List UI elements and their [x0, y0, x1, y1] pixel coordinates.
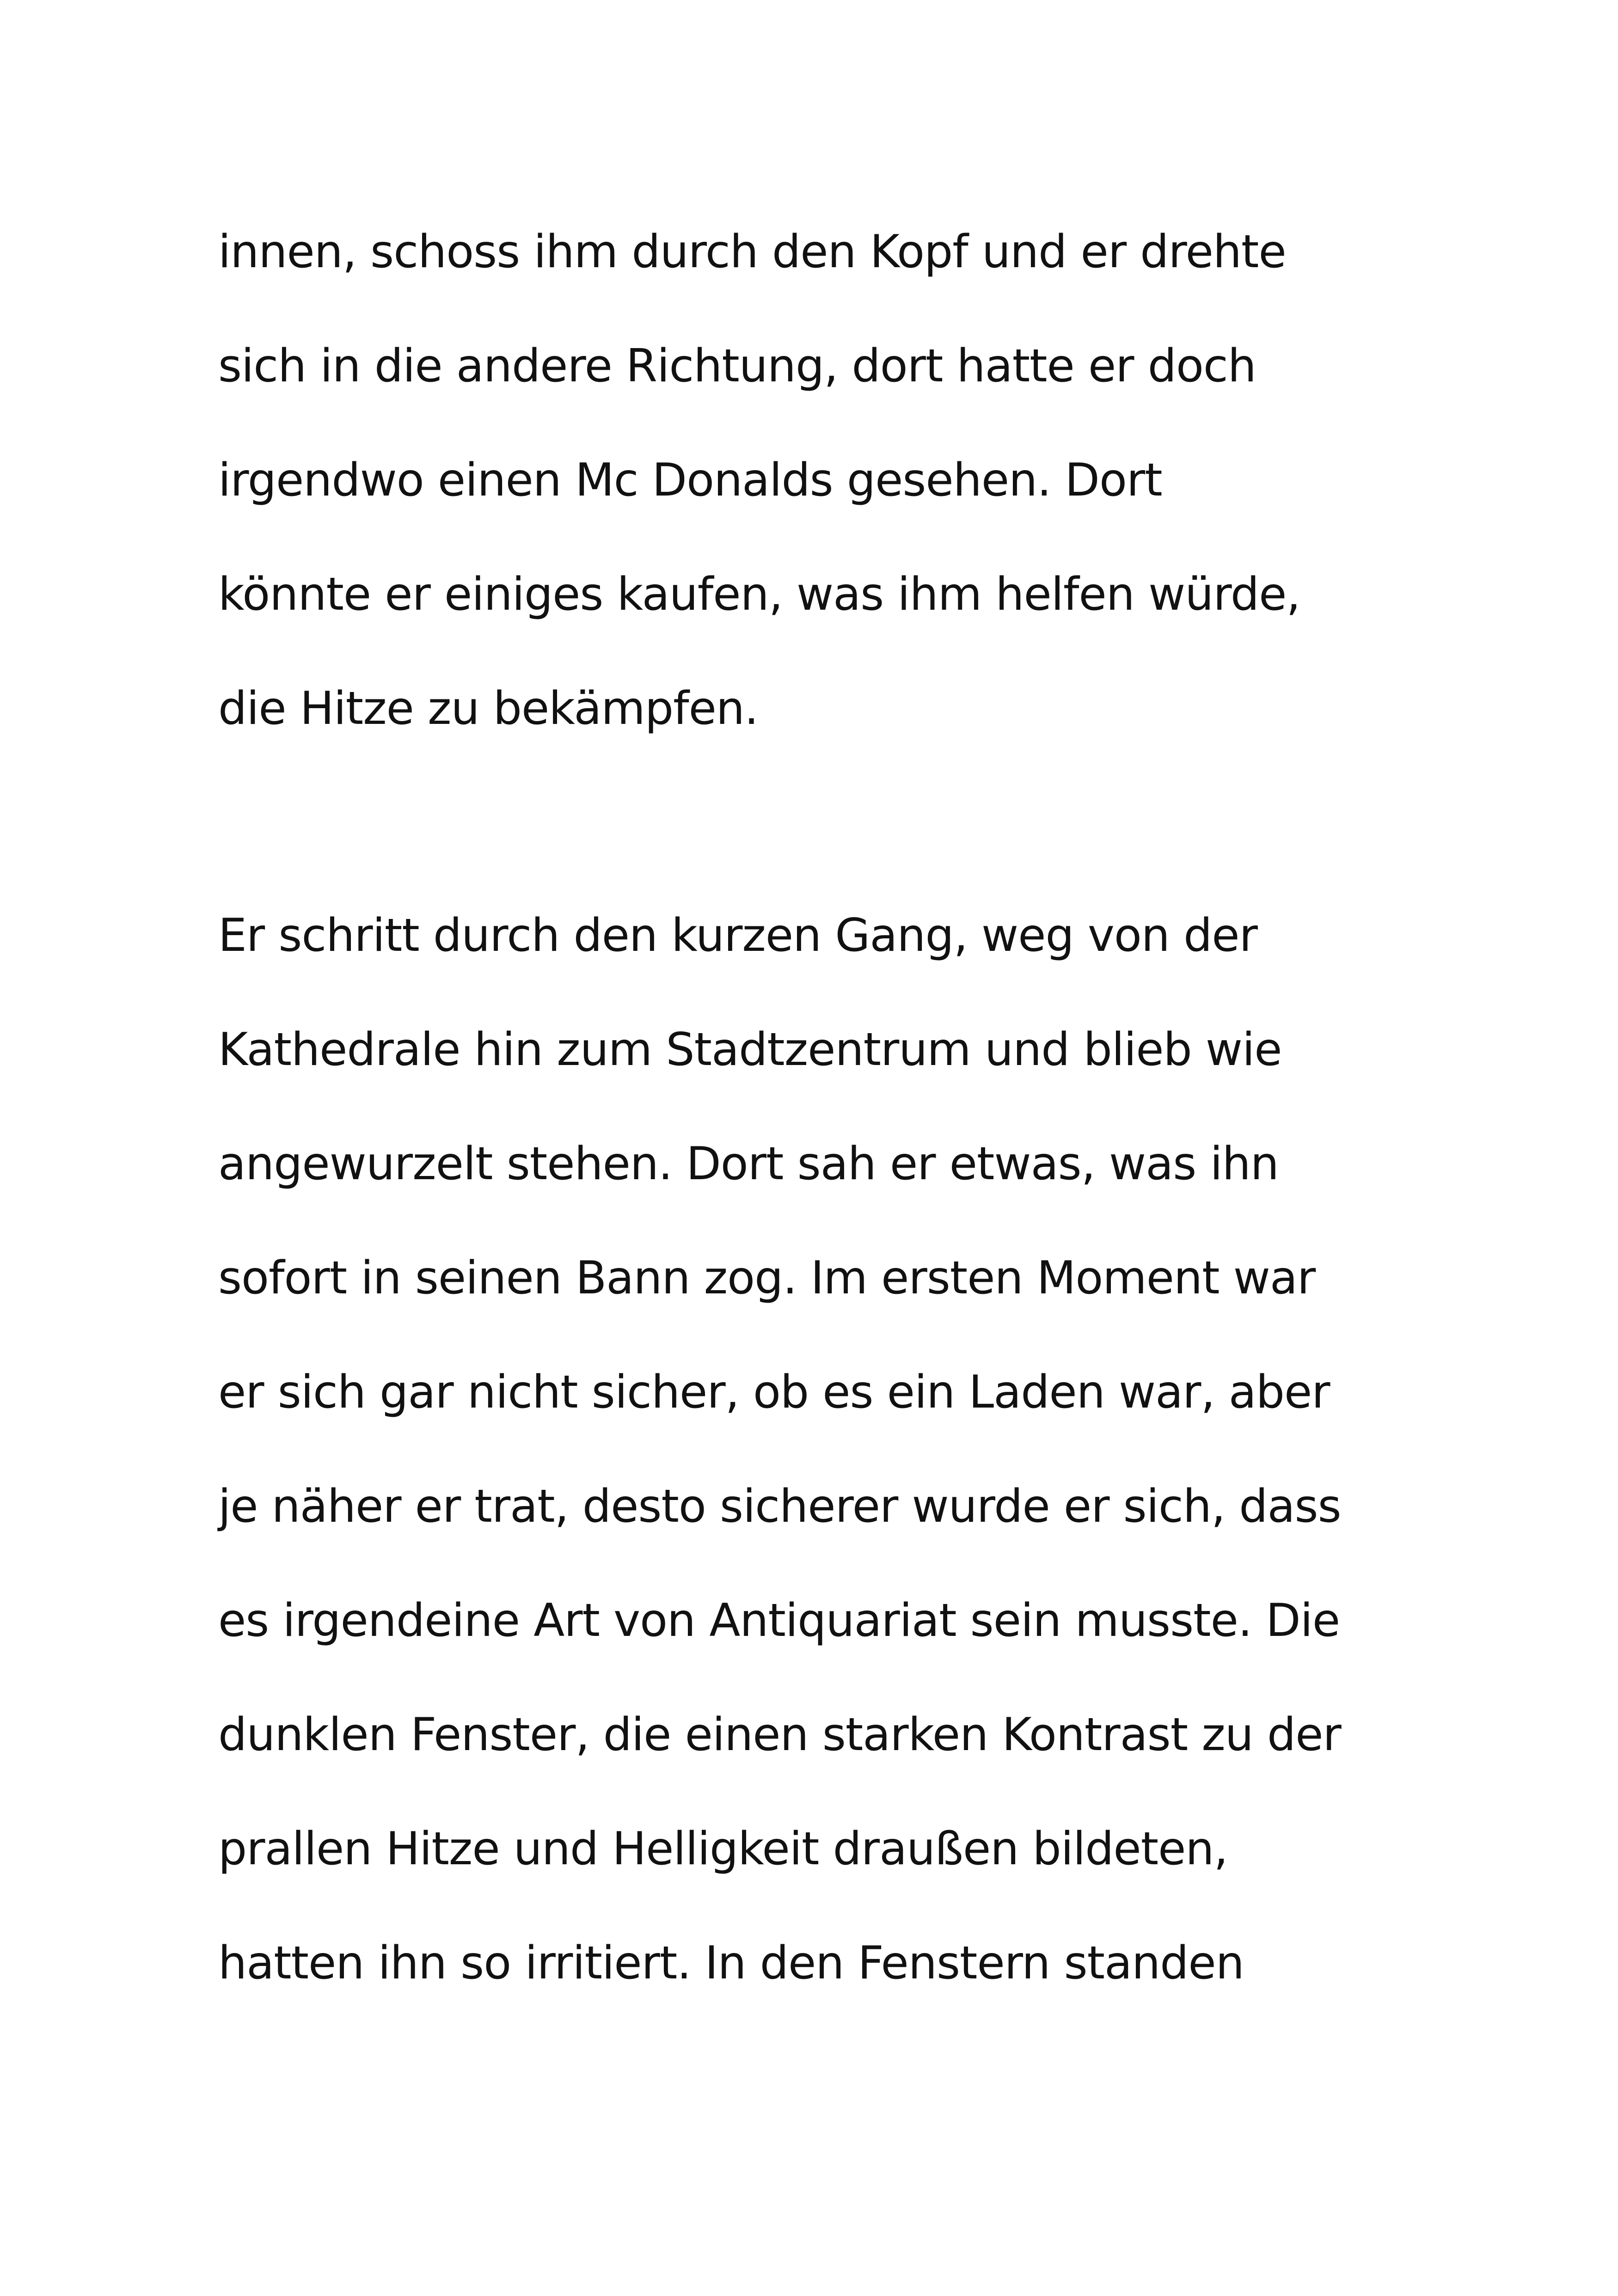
- text-line: hatten ihn so irritiert. In den Fenstern standen: [218, 1937, 1244, 1990]
- text-line: sofort in seinen Bann zog. Im ersten Moment war: [218, 1252, 1316, 1304]
- text-line: je näher er trat, desto sicherer wurde er sich, dass: [218, 1480, 1341, 1533]
- text-line: innen, schoss ihm durch den Kopf und er drehte: [218, 226, 1286, 278]
- text-line: die Hitze zu bekämpfen.: [218, 682, 759, 735]
- text-line: irgendwo einen Mc Donalds gesehen. Dort: [218, 454, 1162, 507]
- text-line: könnte er einiges kaufen, was ihm helfen würde,: [218, 568, 1300, 621]
- text-line: es irgendeine Art von Antiquariat sein musste. Die: [218, 1594, 1340, 1647]
- text-line: dunklen Fenster, die einen starken Kontrast zu der: [218, 1708, 1341, 1761]
- text-line: prallen Hitze und Helligkeit draußen bildeten,: [218, 1823, 1228, 1875]
- paragraph-1: [218, 195, 1420, 766]
- text-line: Kathedrale hin zum Stadtzentrum und blieb wie: [218, 1023, 1282, 1076]
- text-line: sich in die andere Richtung, dort hatte er doch: [218, 340, 1256, 392]
- paragraph-2: [218, 879, 1420, 2020]
- text-line: er sich gar nicht sicher, ob es ein Laden war, aber: [218, 1366, 1330, 1419]
- text-line: Er schritt durch den kurzen Gang, weg von der: [218, 909, 1257, 962]
- text-line: angewurzelt stehen. Dort sah er etwas, was ihn: [218, 1138, 1279, 1190]
